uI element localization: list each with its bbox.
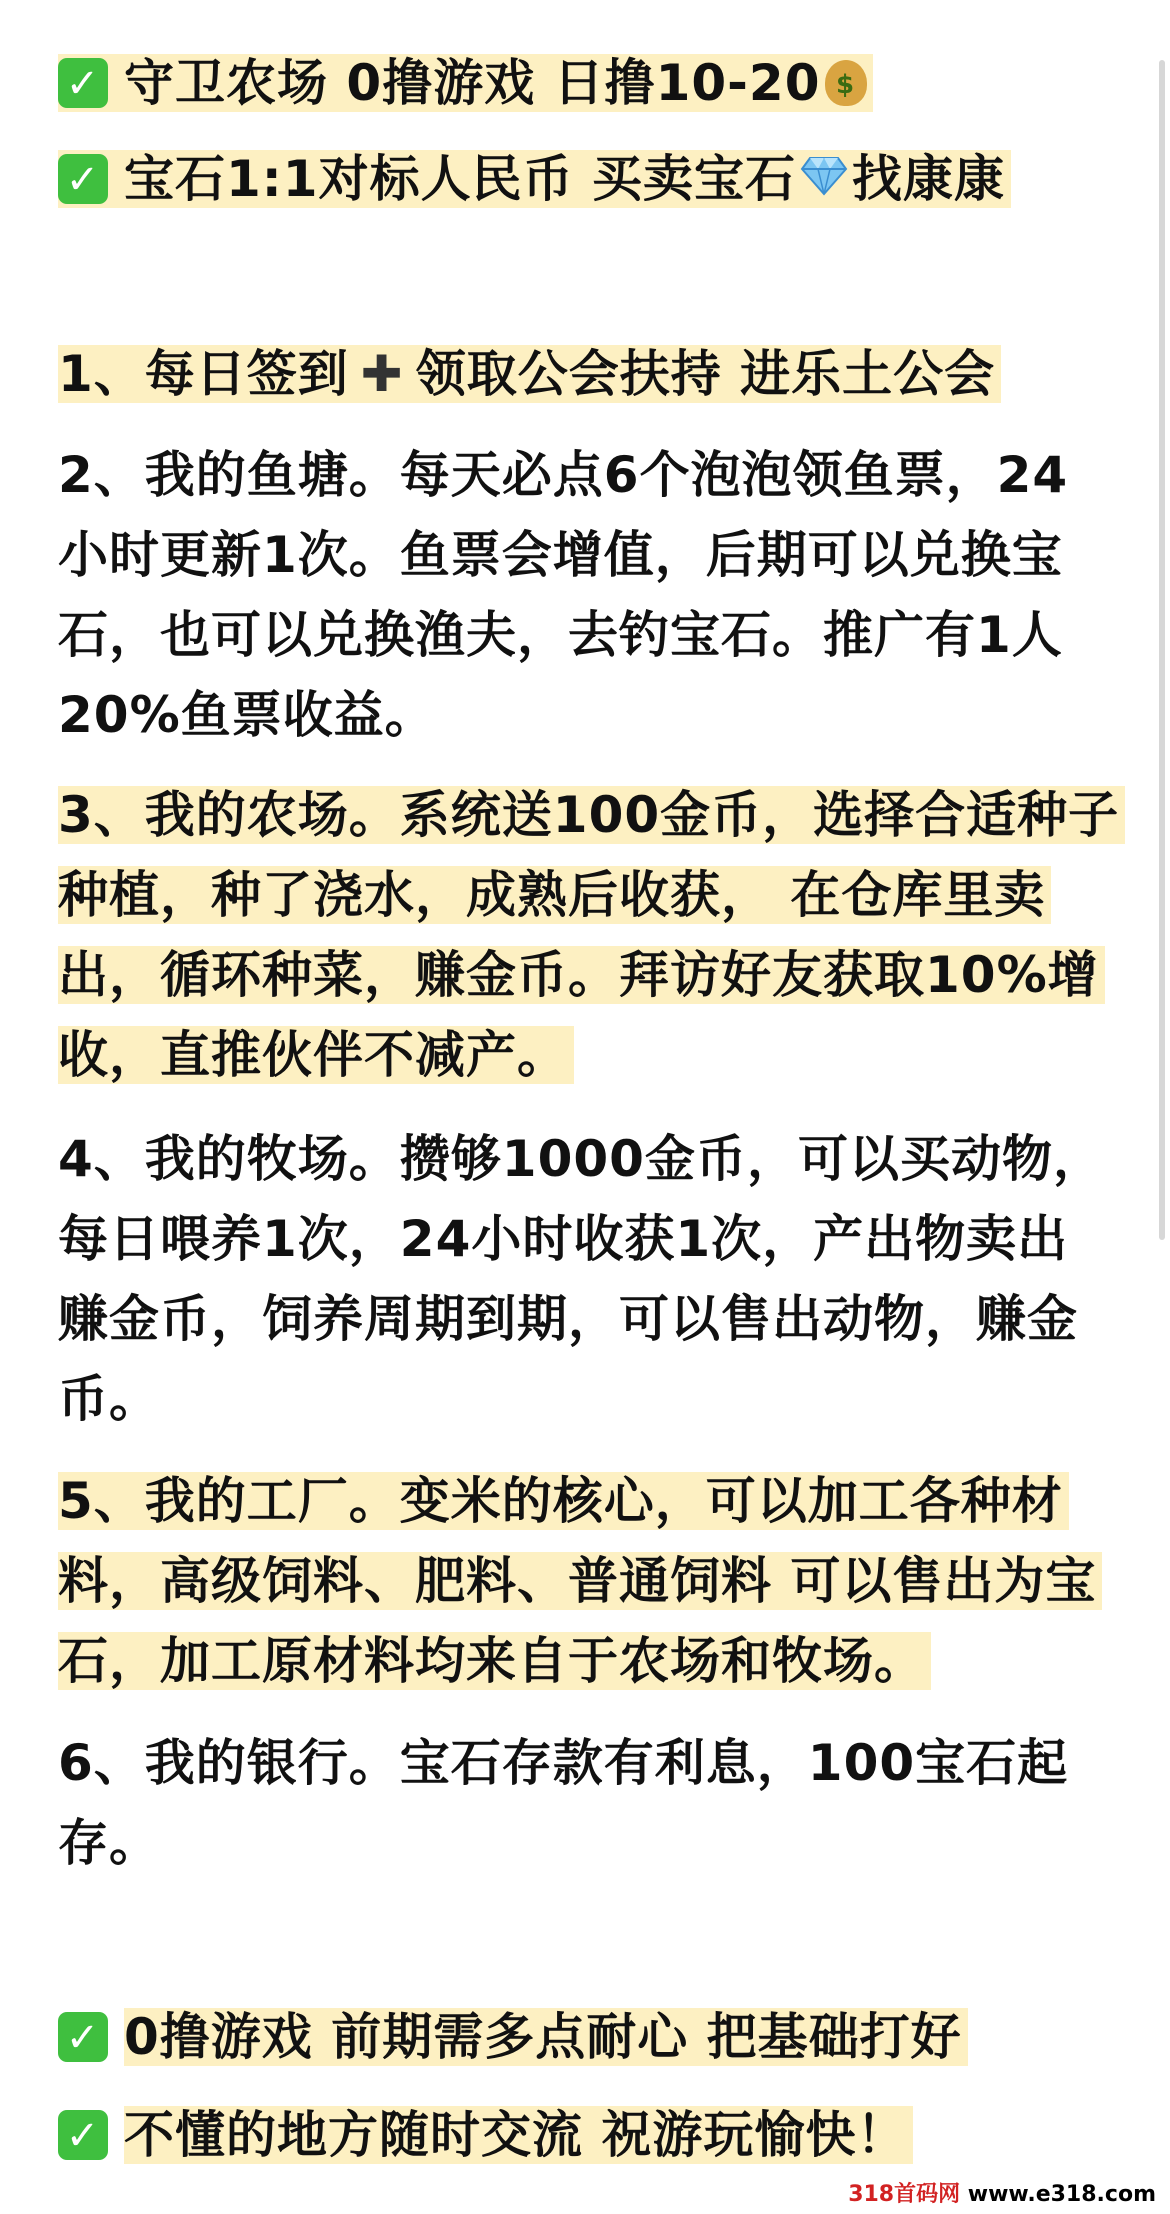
item-2-text: 20%鱼票收益。 bbox=[58, 686, 436, 744]
item-1 bbox=[58, 335, 1001, 413]
header-line-1-text: 守卫农场 0撸游戏 日撸10-20 bbox=[124, 54, 821, 112]
check-mark-icon: ✓ bbox=[58, 154, 108, 204]
item-1-text-a: 1、每日签到 bbox=[58, 345, 349, 403]
item-2-line-1 bbox=[58, 436, 1068, 514]
item-5-text: 5、我的工厂。变米的核心，可以加工各种材 bbox=[58, 1472, 1069, 1530]
header-line-2-text-a: 宝石1:1对标人民币 买卖宝石 bbox=[124, 150, 796, 208]
item-1-text-b: 领取公会扶持 进乐土公会 bbox=[415, 345, 996, 403]
item-3-line-2 bbox=[58, 856, 1051, 934]
item-5-line-2 bbox=[58, 1542, 1102, 1620]
item-2-line-4 bbox=[58, 676, 436, 754]
item-3-text: 出，循环种菜，赚金币。拜访好友获取10%增 bbox=[58, 946, 1105, 1004]
item-3-text: 3、我的农场。系统送100金币，选择合适种子 bbox=[58, 786, 1125, 844]
item-2-line-3 bbox=[58, 596, 1063, 674]
check-mark-icon: ✓ bbox=[58, 58, 108, 108]
check-mark-icon: ✓ bbox=[58, 2012, 108, 2062]
item-4-text: 每日喂养1次，24小时收获1次，产出物卖出 bbox=[58, 1210, 1069, 1268]
item-2-text: 2、我的鱼塘。每天必点6个泡泡领鱼票，24 bbox=[58, 446, 1069, 504]
item-4-line-4 bbox=[58, 1360, 160, 1438]
check-mark-icon: ✓ bbox=[58, 2110, 108, 2160]
watermark-part-1: 318首码网 bbox=[848, 2182, 961, 2207]
item-1-highlight bbox=[58, 345, 1001, 403]
scrollbar[interactable] bbox=[1159, 60, 1165, 1240]
item-4-text: 赚金币，饲养周期到期，可以售出动物，赚金 bbox=[58, 1290, 1078, 1348]
item-6-line-1 bbox=[58, 1724, 1068, 1802]
item-3-line-1 bbox=[58, 776, 1125, 854]
item-5-text: 料，高级饲料、肥料、普通饲料 可以售出为宝 bbox=[58, 1552, 1102, 1610]
item-5-line-3 bbox=[58, 1622, 931, 1700]
footer-line-1 bbox=[58, 1998, 968, 2076]
item-5-line-1 bbox=[58, 1462, 1069, 1540]
header-line-2 bbox=[58, 140, 1011, 218]
footer-line-2-text: 不懂的地方随时交流 祝游玩愉快！ bbox=[124, 2106, 913, 2164]
item-3-text: 收，直推伙伴不减产。 bbox=[58, 1026, 574, 1084]
item-4-line-3 bbox=[58, 1280, 1078, 1358]
header-line-1 bbox=[58, 44, 873, 122]
item-4-line-2 bbox=[58, 1200, 1068, 1278]
header-line-2-text-b: 找康康 bbox=[851, 150, 1005, 208]
footer-line-1-text: 0撸游戏 前期需多点耐心 把基础打好 bbox=[124, 2008, 968, 2066]
item-3-line-3 bbox=[58, 936, 1105, 1014]
footer-line-2 bbox=[58, 2096, 913, 2174]
item-2-text: 小时更新1次。鱼票会增值，后期可以兑换宝 bbox=[58, 526, 1063, 584]
item-2-text: 石，也可以兑换渔夫，去钓宝石。推广有1人 bbox=[58, 606, 1063, 664]
money-bag-icon: $ bbox=[825, 60, 867, 106]
item-3-text: 种植，种了浇水，成熟后收获， 在仓库里卖 bbox=[58, 866, 1051, 924]
watermark bbox=[848, 2177, 1156, 2208]
item-2-line-2 bbox=[58, 516, 1063, 594]
gem-icon bbox=[800, 140, 848, 218]
item-3-line-4 bbox=[58, 1016, 574, 1094]
header-line-1-highlight bbox=[58, 54, 873, 112]
plus-icon: ✚ bbox=[360, 345, 404, 403]
watermark-part-2: www.e318.com bbox=[960, 2182, 1156, 2207]
item-6-line-2 bbox=[58, 1804, 160, 1882]
item-4-text: 币。 bbox=[58, 1370, 160, 1428]
header-line-2-highlight bbox=[58, 150, 1011, 208]
item-4-line-1 bbox=[58, 1120, 1104, 1198]
item-6-text: 6、我的银行。宝石存款有利息，100宝石起 bbox=[58, 1734, 1069, 1792]
item-5-text: 石，加工原材料均来自于农场和牧场。 bbox=[58, 1632, 931, 1690]
item-4-text: 4、我的牧场。攒够1000金币，可以买动物， bbox=[58, 1130, 1104, 1188]
item-6-text: 存。 bbox=[58, 1814, 160, 1872]
